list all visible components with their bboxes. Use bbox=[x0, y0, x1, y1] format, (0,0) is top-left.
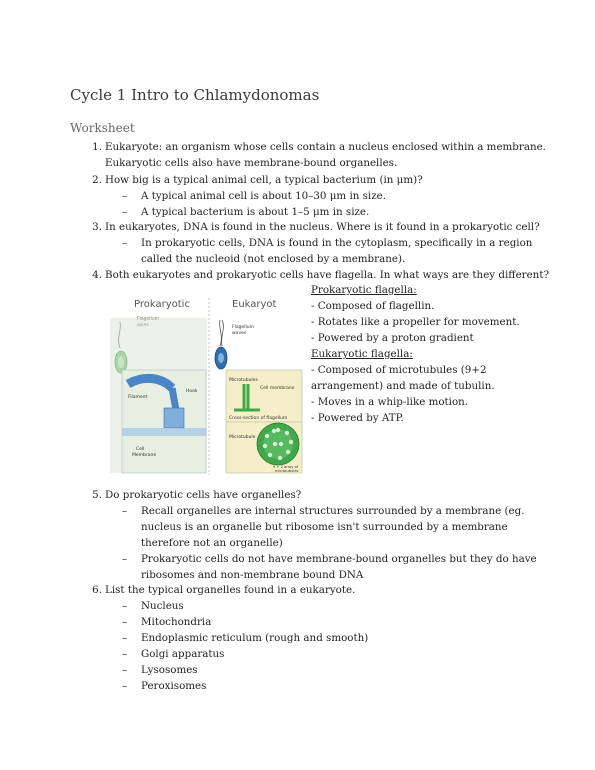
section-heading: Worksheet bbox=[70, 121, 135, 135]
array-label-2: microtubules bbox=[275, 469, 299, 473]
sub-item-text: therefore not an organelle) bbox=[141, 537, 283, 549]
item-number: 5. bbox=[92, 489, 102, 501]
sub-item-text: nucleus is an organelle but ribosome isn't surrounded by a membrane bbox=[141, 521, 508, 533]
sub-item-text: Nucleus bbox=[141, 600, 184, 612]
dash-bullet: – bbox=[122, 600, 128, 612]
membrane-label: Membrane bbox=[132, 453, 157, 458]
eukaryotic-label: Eukaryot bbox=[232, 299, 277, 310]
sub-item-text: ribosomes and non-membrane bound DNA bbox=[141, 569, 364, 581]
sub-item-text: Peroxisomes bbox=[141, 680, 207, 692]
flagellum-sublabel: waves bbox=[232, 331, 247, 336]
eukaryote-cell bbox=[215, 320, 254, 369]
sub-item-text: Golgi apparatus bbox=[141, 648, 225, 660]
item-number: 4. bbox=[92, 269, 102, 281]
sub-item-text: A typical bacterium is about 1–5 μm in size. bbox=[141, 206, 370, 218]
sub-item-text: Prokaryotic cells do not have membrane-bound organelles but they do have bbox=[141, 553, 537, 565]
flagella-comparison-notes bbox=[311, 282, 536, 426]
document-title: Cycle 1 Intro to Chlamydonomas bbox=[70, 86, 320, 104]
cell-membrane-shape bbox=[122, 428, 206, 436]
eukaryotic-heading: Eukaryotic flagella: bbox=[311, 348, 413, 360]
item-text: Both eukaryotes and prokaryotic cells have flagella. In what ways are they different? bbox=[105, 269, 549, 281]
dash-bullet: – bbox=[122, 553, 128, 565]
cell-membrane-label: Cell membrane bbox=[260, 386, 295, 391]
dash-bullet: – bbox=[122, 616, 128, 628]
prokaryotic-point: - Composed of flagellin. bbox=[311, 300, 435, 312]
cell-label: Cell bbox=[136, 447, 145, 452]
dash-bullet: – bbox=[122, 632, 128, 644]
dash-bullet: – bbox=[122, 680, 128, 692]
sub-item-text: called the nucleoid (not enclosed by a membrane). bbox=[141, 253, 406, 265]
item-number: 2. bbox=[92, 174, 102, 186]
prokaryotic-point: - Rotates like a propeller for movement. bbox=[311, 316, 520, 328]
flagella-diagram bbox=[108, 292, 304, 475]
sub-item-text: Lysosomes bbox=[141, 664, 198, 676]
prokaryotic-heading: Prokaryotic flagella: bbox=[311, 284, 417, 296]
item-text: Eukaryotic cells also have membrane-bound organelles. bbox=[105, 157, 398, 169]
item-text: How big is a typical animal cell, a typical bacterium (in μm)? bbox=[105, 174, 423, 186]
filament-label: Filament bbox=[128, 395, 148, 400]
eukaryotic-point: arrangement) and made of tubulin. bbox=[311, 380, 495, 392]
sub-item-text: In prokaryotic cells, DNA is found in the cytoplasm, specifically in a region bbox=[141, 237, 533, 249]
eukaryotic-point: - Powered by ATP. bbox=[311, 412, 404, 424]
sub-item-text: A typical animal cell is about 10–30 μm in size. bbox=[141, 190, 387, 202]
eukaryotic-point: - Moves in a whip-like motion. bbox=[311, 396, 469, 408]
microtubule-label: Microtubule bbox=[229, 435, 256, 440]
item-number: 6. bbox=[92, 584, 102, 596]
item-text: In eukaryotes, DNA is found in the nucleus. Where is it found in a prokaryotic cell? bbox=[105, 221, 540, 233]
sub-item-text: Mitochondria bbox=[141, 616, 212, 628]
flagella-figure bbox=[108, 292, 304, 475]
sub-item-text: Recall organelles are internal structures surrounded by a membrane (eg. bbox=[141, 505, 525, 517]
dash-bullet: – bbox=[122, 505, 128, 517]
item-text: Eukaryote: an organism whose cells contain a nucleus enclosed within a membrane. bbox=[105, 141, 546, 153]
microtubules-label: Microtubules bbox=[229, 378, 258, 383]
dash-bullet: – bbox=[122, 237, 128, 249]
dash-bullet: – bbox=[122, 648, 128, 660]
array-label: 9 + 2 array of bbox=[273, 465, 299, 469]
dash-bullet: – bbox=[122, 190, 128, 202]
item-text: Do prokaryotic cells have organelles? bbox=[105, 489, 302, 501]
prokaryotic-point: - Powered by a proton gradient bbox=[311, 332, 474, 344]
item-number: 1. bbox=[92, 141, 102, 153]
hook-label: Hook bbox=[186, 389, 198, 394]
dash-bullet: – bbox=[122, 664, 128, 676]
cross-section-label: Cross-section of flagellum bbox=[229, 416, 288, 421]
prokaryotic-label: Prokaryotic bbox=[134, 299, 190, 310]
dash-bullet: – bbox=[122, 206, 128, 218]
sub-item-text: Endoplasmic reticulum (rough and smooth) bbox=[141, 632, 369, 644]
flagellum-label: Flagellum bbox=[232, 325, 254, 330]
eukaryotic-point: - Composed of microtubules (9+2 bbox=[311, 364, 487, 376]
item-number: 3. bbox=[92, 221, 102, 233]
item-text: List the typical organelles found in a eukaryote. bbox=[105, 584, 356, 596]
